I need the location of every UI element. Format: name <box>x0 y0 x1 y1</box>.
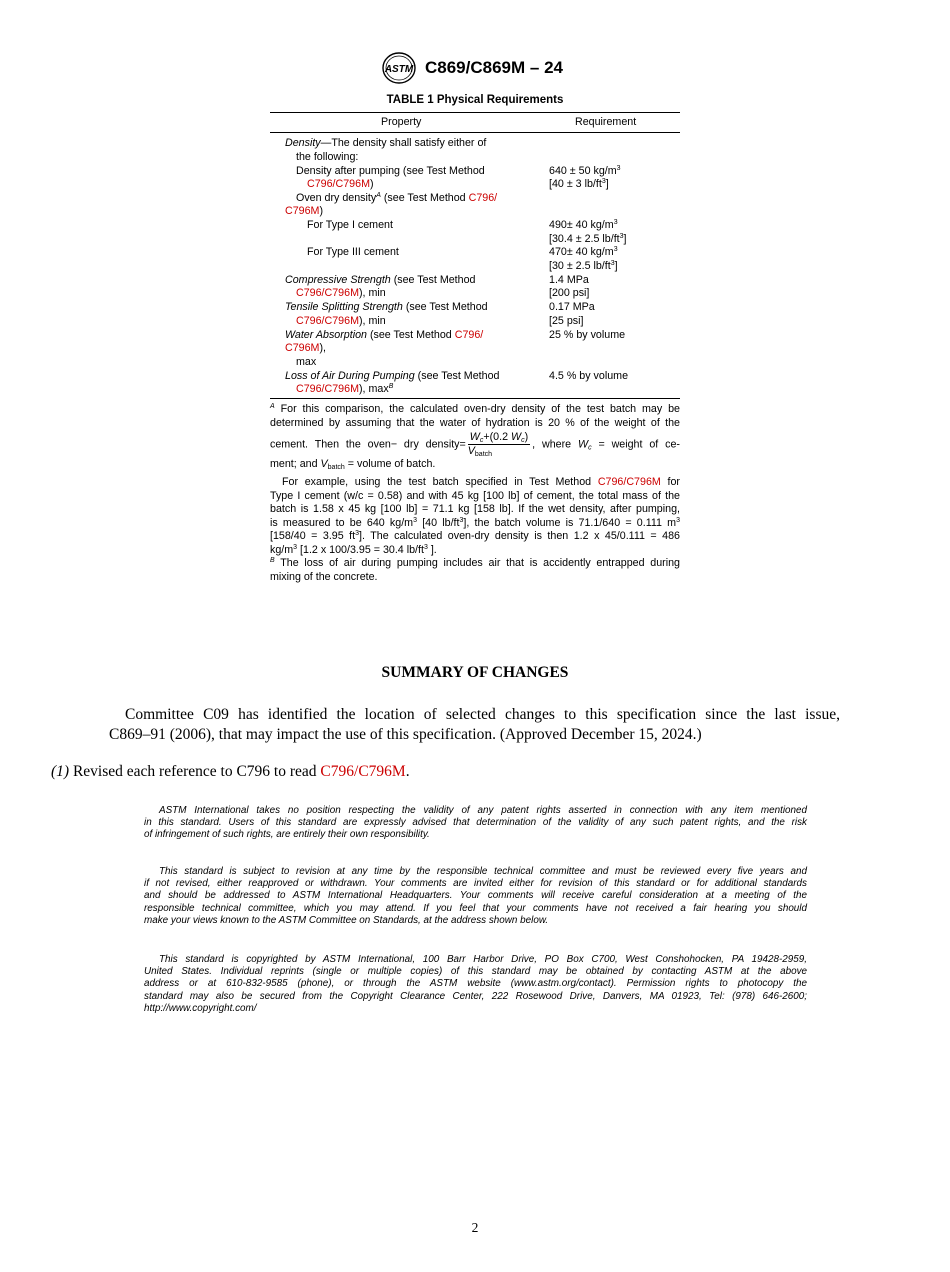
astm-logo-icon <box>381 52 417 84</box>
loss-of-air-row: Loss of Air During Pumping (see Test Method <box>285 370 500 382</box>
after-pumping-req-metric: 640 ± 50 $kg/m^3$ <box>549 165 621 177</box>
tensile-strength-ref: C796/C796M), min <box>296 315 386 327</box>
copyright-notice: This standard is copyrighted by ASTM International, 100 Barr Harbor Drive, PO Box C700, West Conshohocken, PA 19428-2959, United States. Individual reprints (single or multiple copies) of this standard may be obtained by contacting ASTM at the above address or at 610-832-9585 (phone), or through the ASTM website (www.astm.org/contact). Permission rights to photocopy the standard may also be secured from the Copyright Clearance Center, 222 Rosewood Drive, Danvers, MA 01923, Tel: (978) 646-2600; http://www.copyright.com/ <box>144 954 807 1014</box>
physical-requirements-table <box>270 112 680 399</box>
type1-req-metric: 490± 40 $kg/m^3$ <box>549 219 618 231</box>
water-absorption-max: max <box>296 356 317 368</box>
copyright-link[interactable]: http://www.copyright.com/ <box>144 1002 257 1014</box>
c796-link[interactable]: C796/C796M <box>296 315 359 327</box>
type3-req-metric: 470± 40 $kg/m^3$ <box>549 246 618 258</box>
compressive-req-metric: 1.4 MPa <box>549 274 589 286</box>
loss-of-air-req: 4.5 % by volume <box>549 370 629 382</box>
density-formula: $\frac{W_c+(0.2 W_c)}{V_{batch}}$ <box>467 431 529 459</box>
footnote-example: For example, using the test batch specified in Test Method C796/C796M for Type I cement (w/c = 0.58) and with 45 kg [100 lb] of cement, the total mass of the batch is 1.58 x 45 kg [100 lb] = 71.1 kg [158 lb]. If the wet density, after pumping, is measured to be 640 $kg/m^3$ [40 $lb/ft^3$], the batch volume is 71.1/640 = 0.111 $m^3$ [158/40 = 3.95 $ft^3$]. The calculated oven-dry density is then 1.2 x 45/0.111 = 486 $kg/m^3$ [1.2 x 100/3.95 = 30.4 $lb/ft^3$ ]. <box>270 476 680 556</box>
footnote-b: $^B$ The loss of air during pumping includes air that is accidently entrapped during mixing of the concrete. <box>270 557 680 583</box>
col-header-property: Property <box>381 116 422 128</box>
document-designation: C869/C869M – 24 <box>425 58 563 77</box>
c796-link[interactable]: C796/C796M <box>296 383 359 395</box>
density-row: Density—The density shall satisfy either of <box>285 137 487 149</box>
type1-label: For Type I cement <box>307 219 393 231</box>
c796-link[interactable]: C796/ <box>468 192 498 204</box>
c796-link[interactable]: C796M <box>285 342 320 354</box>
after-pumping-req-imperial: [40 ± 3 $lb/ft^3$] <box>549 178 609 190</box>
water-absorption-ref: C796M), <box>285 342 326 354</box>
density-after-pumping-ref: C796/C796M) <box>307 178 374 190</box>
compressive-strength-row: Compressive Strength (see Test Method <box>285 274 476 286</box>
page-number: 2 <box>471 1220 479 1235</box>
table-header-row <box>270 112 680 133</box>
c796-link[interactable]: C796/C796M <box>296 287 359 299</box>
revision-notice: This standard is subject to revision at any time by the responsible technical committee and must be reviewed every five years and if not revised, either reapproved or withdrawn. Your comments are invited either for revision of this standard or for additional standards and should be addressed to ASTM International Headquarters. Your comments will receive careful consideration at a meeting of the responsible technical committee, which you may attend. If you feel that your comments have not received a fair hearing you should make your views known to the ASTM Committee on Standards, at the address shown below. <box>144 866 807 926</box>
type1-req-imperial: [30.4 ± 2.5 $lb/ft^3$] <box>549 233 627 245</box>
density-row-cont: the following: <box>296 151 359 163</box>
oven-dry-density: Oven dry density$^A$ (see Test Method C796/ <box>296 192 498 204</box>
type3-req-imperial: [30 ± 2.5 $lb/ft^3$] <box>549 260 618 272</box>
footnote-a: $^A$ For this comparison, the calculated oven-dry density of the test batch may be determined by assuming that the water of hydration is 20 % of the weight of the cement. Then the oven− dry density= $\frac{W_c+(0.2 W_c)}{V_{batch}}$ , where $W_c$ = weight of ce- ment; and $V_{batch}$ = volume of batch. <box>270 403 680 472</box>
patent-notice: ASTM International takes no position respecting the validity of any patent rights asserted in connection with any item mentioned in this standard. Users of this standard are expressly advised that determination of the validity of any such patent rights, and the risk of infringement of such rights, are entirely their own responsibility. <box>144 805 807 841</box>
table-title: TABLE 1 Physical Requirements <box>386 94 564 106</box>
loss-of-air-ref: C796/C796M), $\max^B$ <box>296 383 394 395</box>
density-after-pumping: Density after pumping (see Test Method <box>296 165 485 177</box>
oven-dry-density-ref: C796M) <box>285 205 324 217</box>
c796-link[interactable]: C796/ <box>454 329 484 341</box>
compressive-strength-ref: C796/C796M), min <box>296 287 386 299</box>
page-header <box>381 52 563 84</box>
change-item-1: (1) Revised each reference to C796 to read C796/C796M. <box>51 763 410 780</box>
col-header-requirement: Requirement <box>575 116 637 128</box>
summary-heading: SUMMARY OF CHANGES <box>381 664 569 681</box>
logo-text: ASTM <box>384 64 414 75</box>
tensile-req-imperial: [25 psi] <box>549 315 584 327</box>
tensile-strength-row: Tensile Splitting Strength (see Test Method <box>285 301 488 313</box>
water-absorption-req: 25 % by volume <box>549 329 626 341</box>
table-body <box>270 133 680 399</box>
summary-paragraph: Committee C09 has identified the location of selected changes to this specification since the last issue, C869–91 (2006), that may impact the use of this specification. (Approved December 15, 2024.) <box>109 706 840 743</box>
water-absorption-row: Water Absorption (see Test Method C796/ <box>285 329 484 341</box>
c796-link[interactable]: C796/C796M <box>597 476 661 488</box>
c796-link[interactable]: C796M <box>285 205 320 217</box>
type3-label: For Type III cement <box>307 246 399 258</box>
tensile-req-metric: 0.17 MPa <box>549 301 595 313</box>
c796-link[interactable]: C796/C796M <box>307 178 370 190</box>
c796-link[interactable]: C796/C796M <box>320 763 406 780</box>
compressive-req-imperial: [200 psi] <box>549 287 590 299</box>
